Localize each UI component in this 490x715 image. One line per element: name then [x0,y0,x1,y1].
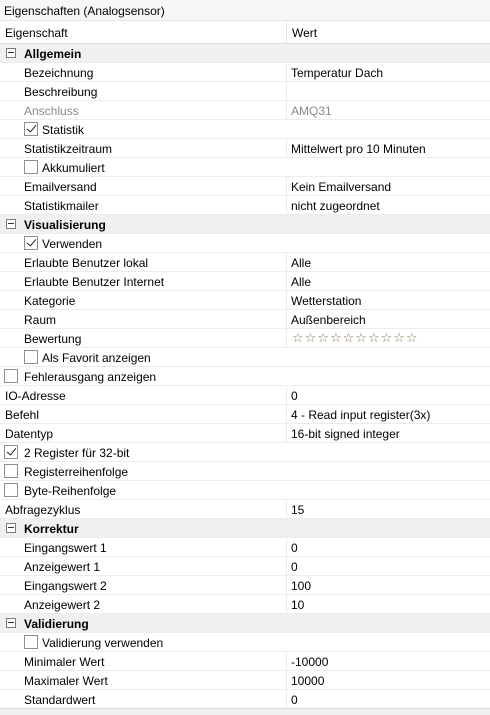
property-value[interactable]: 16-bit signed integer [291,427,400,441]
rating-stars[interactable] [292,331,418,345]
rating-star-icon[interactable]: ☆ [292,330,304,345]
property-value[interactable]: 10000 [291,674,325,688]
property-value[interactable]: 0 [291,389,298,403]
property-label: Beschreibung [24,85,98,99]
checkbox-label: Verwenden [42,237,103,251]
property-row-standardwert[interactable] [0,690,490,709]
checkbox-icon[interactable] [24,236,38,250]
property-label: Erlaubte Benutzer lokal [24,256,149,270]
window-title-text: Eigenschaften (Analogsensor) [4,4,165,18]
property-row-kategorie[interactable] [0,291,490,310]
rating-star-icon[interactable]: ☆ [380,330,393,345]
property-label: Emailversand [24,180,97,194]
property-label: Befehl [5,408,40,422]
property-row-byte-reihenfolge[interactable] [0,481,490,500]
column-separator [286,671,287,690]
checkbox-label: Statistik [42,123,85,137]
property-row-beschreibung[interactable] [0,82,490,101]
rating-star-icon[interactable]: ☆ [317,330,329,345]
property-row-emailversand[interactable] [0,177,490,196]
group-visualisierung[interactable] [0,215,490,234]
property-row-anzeigewert-2[interactable] [0,595,490,614]
group-korrektur[interactable] [0,519,490,538]
property-row-maximaler-wert[interactable] [0,671,490,690]
property-row-datentyp[interactable] [0,424,490,443]
property-label: Bezeichnung [24,66,94,80]
checkbox-label: Registerreihenfolge [24,465,129,479]
column-separator [286,538,287,557]
property-row-2-register-fuer-32-bit[interactable] [0,443,490,462]
column-separator [286,196,287,215]
checkbox-label: Validierung verwenden [42,636,164,650]
property-label: Datentyp [5,427,54,441]
property-value[interactable]: 0 [291,560,298,574]
property-row-validierung-verwenden[interactable] [0,633,490,652]
column-separator [286,690,287,709]
column-separator [286,291,287,310]
checkbox-label: 2 Register für 32-bit [24,446,130,460]
property-label: Raum [24,313,57,327]
header-separator[interactable] [286,21,287,44]
property-label: Maximaler Wert [24,674,108,688]
property-row-akkumuliert[interactable] [0,158,490,177]
property-value[interactable]: 0 [291,541,298,555]
property-row-registerreihenfolge[interactable] [0,462,490,481]
property-row-abfragezyklus[interactable] [0,500,490,519]
column-separator [286,405,287,424]
checkbox-icon[interactable] [24,350,38,364]
property-row-anschluss[interactable] [0,101,490,120]
property-label: Eingangswert 1 [24,541,107,555]
property-value[interactable]: Kein Emailversand [291,180,392,194]
rating-star-icon[interactable]: ☆ [342,330,355,345]
bottom-edge [0,708,490,715]
property-label: Statistikmailer [24,199,99,213]
collapse-minus-icon[interactable] [6,618,16,628]
property-label: Kategorie [24,294,76,308]
column-separator [286,576,287,595]
rating-star-icon[interactable]: ☆ [355,330,367,345]
checkbox-icon[interactable] [24,122,38,136]
property-row-befehl[interactable] [0,405,490,424]
property-row-statistikzeitraum[interactable] [0,139,490,158]
property-row-eingangswert-2[interactable] [0,576,490,595]
property-label: Abfragezyklus [5,503,81,517]
property-label: Anzeigewert 2 [24,598,101,612]
column-separator [286,424,287,443]
column-separator [286,386,287,405]
property-label: Standardwert [24,693,96,707]
property-row-verwenden[interactable] [0,234,490,253]
property-grid [0,44,490,709]
property-row-erlaubte-benutzer-lokal[interactable] [0,253,490,272]
property-label: Eingangswert 2 [24,579,107,593]
rating-star-icon[interactable]: ☆ [405,330,418,345]
property-value[interactable]: nicht zugeordnet [291,199,380,213]
checkbox-label: Fehlerausgang anzeigen [24,370,157,384]
checkbox-icon[interactable] [24,160,38,174]
property-value[interactable]: Alle [291,256,312,270]
property-row-erlaubte-benutzer-internet[interactable] [0,272,490,291]
property-label: Bewertung [24,332,82,346]
collapse-minus-icon[interactable] [6,523,16,533]
property-row-anzeigewert-1[interactable] [0,557,490,576]
checkbox-label: Byte-Reihenfolge [24,484,117,498]
checkbox-icon[interactable] [4,483,18,497]
group-label: Allgemein [24,47,82,61]
header-value[interactable]: Wert [292,26,318,40]
property-label: IO-Adresse [5,389,66,403]
property-value[interactable]: Temperatur Dach [291,66,384,80]
column-separator [286,557,287,576]
property-value[interactable]: 0 [291,693,298,707]
property-value[interactable]: Wetterstation [291,294,362,308]
property-row-eingangswert-1[interactable] [0,538,490,557]
column-separator [286,310,287,329]
property-row-io-adresse[interactable] [0,386,490,405]
column-separator [286,329,287,348]
group-allgemein[interactable] [0,44,490,63]
property-label: Anzeigewert 1 [24,560,101,574]
checkbox-icon[interactable] [4,369,18,383]
column-separator [286,101,287,120]
checkbox-icon[interactable] [24,635,38,649]
group-label: Korrektur [24,522,79,536]
column-separator [286,500,287,519]
property-value[interactable]: 100 [291,579,312,593]
rating-star-icon[interactable]: ☆ [304,330,317,345]
checkbox-icon[interactable] [4,464,18,478]
window-title [0,0,490,21]
property-value[interactable]: Alle [291,275,312,289]
collapse-minus-icon[interactable] [6,219,16,229]
property-value[interactable]: -10000 [291,655,329,669]
property-value[interactable]: Mittelwert pro 10 Minuten [291,142,426,156]
column-separator [286,177,287,196]
collapse-minus-icon[interactable] [6,48,16,58]
property-row-bezeichnung[interactable] [0,63,490,82]
property-row-fehlerausgang-anzeigen[interactable] [0,367,490,386]
property-row-minimaler-wert[interactable] [0,652,490,671]
grid-header [0,21,490,44]
group-label: Validierung [24,617,89,631]
property-value[interactable]: Außenbereich [291,313,366,327]
checkbox-label: Als Favorit anzeigen [42,351,151,365]
property-label: Anschluss [24,104,79,118]
column-separator [286,253,287,272]
column-separator [286,139,287,158]
column-separator [286,82,287,101]
column-separator [286,595,287,614]
property-value[interactable]: 15 [291,503,305,517]
property-value[interactable]: 4 - Read input register(3x) [291,408,431,422]
column-separator [286,63,287,82]
checkbox-icon[interactable] [4,445,18,459]
property-row-als-favorit-anzeigen[interactable] [0,348,490,367]
checkbox-label: Akkumuliert [42,161,105,175]
header-property[interactable]: Eigenschaft [5,26,68,40]
group-validierung[interactable] [0,614,490,633]
column-separator [286,272,287,291]
property-row-raum[interactable] [0,310,490,329]
property-row-statistik[interactable] [0,120,490,139]
property-row-statistikmailer[interactable] [0,196,490,215]
property-row-bewertung[interactable] [0,329,490,348]
property-value[interactable]: 10 [291,598,305,612]
property-label: Erlaubte Benutzer Internet [24,275,165,289]
column-separator [286,652,287,671]
group-label: Visualisierung [24,218,106,232]
property-label: Statistikzeitraum [24,142,113,156]
rating-star-icon[interactable]: ☆ [329,330,342,345]
property-label: Minimaler Wert [24,655,105,669]
rating-star-icon[interactable]: ☆ [367,330,380,345]
property-value[interactable]: AMQ31 [291,104,332,118]
rating-star-icon[interactable]: ☆ [393,330,405,345]
